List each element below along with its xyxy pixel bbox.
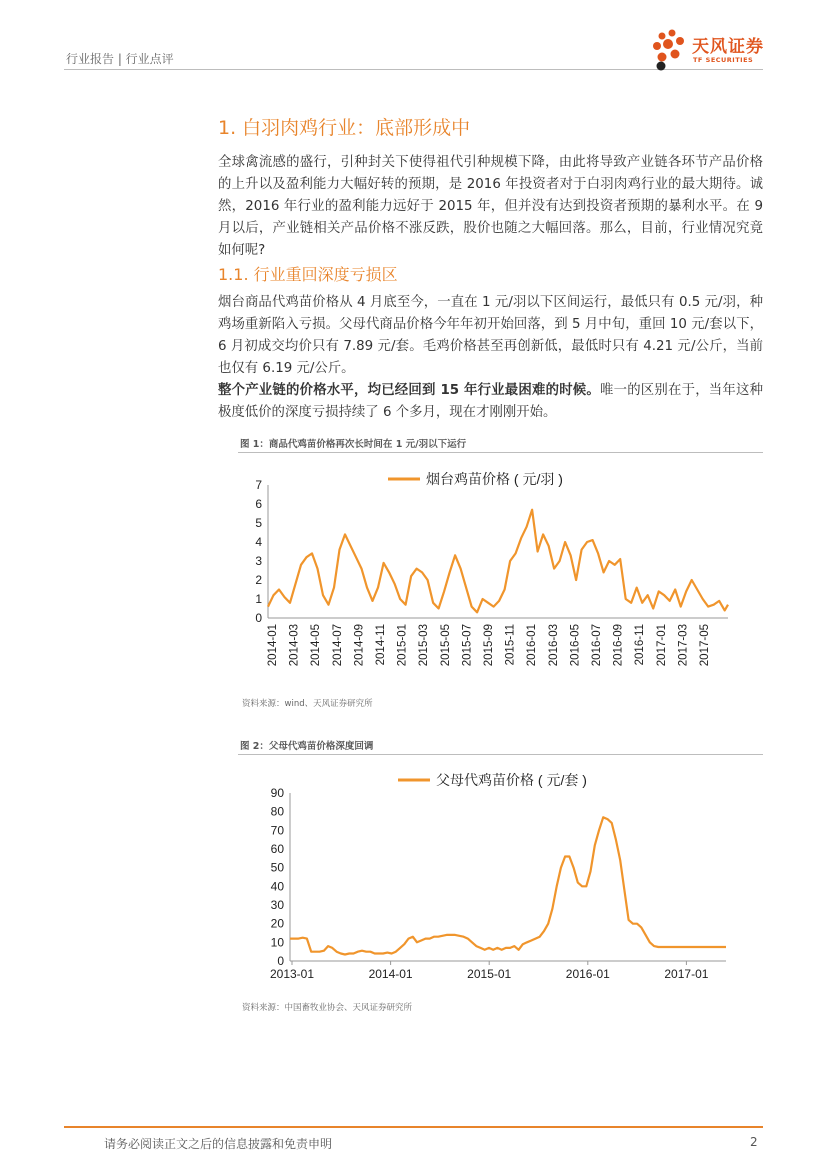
x-tick-label: 2017-05 <box>699 624 711 667</box>
x-tick-label: 2015-07 <box>461 624 474 667</box>
section-title: 1. 白羽肉鸡行业：底部形成中 <box>218 117 471 139</box>
x-tick-label: 2015-05 <box>439 624 452 667</box>
x-tick-label: 2017-01 <box>664 967 709 981</box>
x-tick-label: 2015-01 <box>396 624 409 667</box>
figure1-source: 资料来源：wind、天风证券研究所 <box>242 699 373 709</box>
y-tick-label: 4 <box>255 535 262 549</box>
x-tick-label: 2014-11 <box>375 624 387 666</box>
chart-2 <box>238 760 763 992</box>
x-tick-label: 2014-09 <box>353 624 366 667</box>
figure2-divider <box>238 754 763 755</box>
y-tick-label: 20 <box>270 916 284 931</box>
x-tick-label: 2015-11 <box>504 624 517 666</box>
intro-paragraph: 全球禽流感的盛行，引种封关下使得祖代引种规模下降，由此将导致产业链各环节产品价格的上升以及盈利能力大幅好转的预期，是 2016 年投资者对于白羽肉鸡行业的最大期待。诚然，2016 年行业的盈利能力远好于 2015 年，但并没有达到投资者预期的暴利水平。在 9 月以后，产业链相关产品价格不涨反跌，股价也随之大幅回落。那么，目前，行业情况究竟如何呢? <box>218 155 763 258</box>
x-tick-label: 2016-01 <box>565 967 610 981</box>
legend-label: 父母代鸡苗价格 ( 元/套 ) <box>436 772 587 788</box>
breadcrumb: 行业报告 | 行业点评 <box>66 52 174 66</box>
x-tick-label: 2016-03 <box>547 624 560 667</box>
y-tick-label: 70 <box>270 823 284 838</box>
x-tick-label: 2015-09 <box>483 624 495 667</box>
subsection-title: 1.1. 行业重回深度亏损区 <box>218 265 398 284</box>
x-tick-label: 2017-03 <box>677 624 690 667</box>
x-tick-label: 2014-01 <box>368 967 413 981</box>
chart-1 <box>238 456 763 688</box>
figure2-source: 资料来源：中国畜牧业协会、天风证券研究所 <box>242 1003 413 1013</box>
price-paragraph: 烟台商品代鸡苗价格从 4 月底至今，一直在 1 元/羽以下区间运行，最低只有 0.5 元/羽，种鸡场重新陷入亏损。父母代商品价格今年年初开始回落，到 5 月中旬，重回 10 元/套以下，6 月初成交均价只有 7.89 元/套。毛鸡价格甚至再创新低，最低时只有 4.21 元/公斤，当前也仅有 6.19 元/公斤。 <box>218 295 763 376</box>
y-tick-label: 2 <box>255 573 262 587</box>
y-tick-label: 60 <box>270 842 284 856</box>
data-series-line <box>290 817 726 954</box>
x-tick-label: 2014-07 <box>331 624 344 667</box>
x-tick-label: 2014-03 <box>288 624 301 667</box>
y-tick-label: 90 <box>270 786 284 800</box>
y-tick-label: 10 <box>270 935 284 950</box>
x-tick-label: 2017-01 <box>655 624 668 667</box>
y-tick-label: 40 <box>270 879 284 894</box>
logo-name-en: TF SECURITIES <box>693 56 754 64</box>
footer-disclaimer: 请务必阅读正文之后的信息披露和免责申明 <box>104 1137 333 1151</box>
x-tick-label: 2016-07 <box>591 624 603 667</box>
footer-divider <box>64 1126 763 1128</box>
figure1-caption: 图 1：商品代鸡苗价格再次长时间在 1 元/羽以下运行 <box>240 439 467 450</box>
legend-label: 烟台鸡苗价格 ( 元/羽 ) <box>426 471 563 487</box>
summary-rest: 唯一的区别在于，当年这种极度低价的深度亏损持续了 6 个多月，现在才刚刚开始。 <box>218 383 763 420</box>
y-tick-label: 0 <box>255 611 262 625</box>
page-number: 2 <box>750 1135 758 1149</box>
y-tick-label: 6 <box>255 497 262 511</box>
data-series-line <box>268 510 728 613</box>
y-tick-label: 3 <box>255 554 262 568</box>
y-tick-label: 5 <box>255 516 262 530</box>
y-tick-label: 30 <box>270 898 284 912</box>
y-tick-label: 0 <box>277 954 284 968</box>
x-tick-label: 2016-05 <box>569 624 582 667</box>
x-tick-label: 2014-05 <box>310 624 323 667</box>
x-tick-label: 2016-11 <box>634 624 647 666</box>
y-tick-label: 80 <box>270 804 284 819</box>
x-tick-label: 2016-01 <box>526 624 539 667</box>
x-tick-label: 2013-01 <box>269 967 315 981</box>
x-tick-label: 2014-01 <box>267 624 279 667</box>
summary-paragraph <box>218 380 763 424</box>
x-tick-label: 2015-01 <box>467 967 512 981</box>
x-tick-label: 2015-03 <box>418 624 431 667</box>
x-tick-label: 2016-09 <box>612 624 625 667</box>
y-tick-label: 50 <box>270 860 284 875</box>
y-tick-label: 1 <box>255 592 262 606</box>
y-tick-label: 7 <box>255 478 262 492</box>
figure1-divider <box>238 452 763 453</box>
summary-bold: 整个产业链的价格水平，均已经回到 15 年行业最困难的时候。 <box>218 383 600 398</box>
logo-name-cn: 天风证券 <box>692 37 764 57</box>
figure2-caption: 图 2：父母代鸡苗价格深度回调 <box>240 741 374 752</box>
